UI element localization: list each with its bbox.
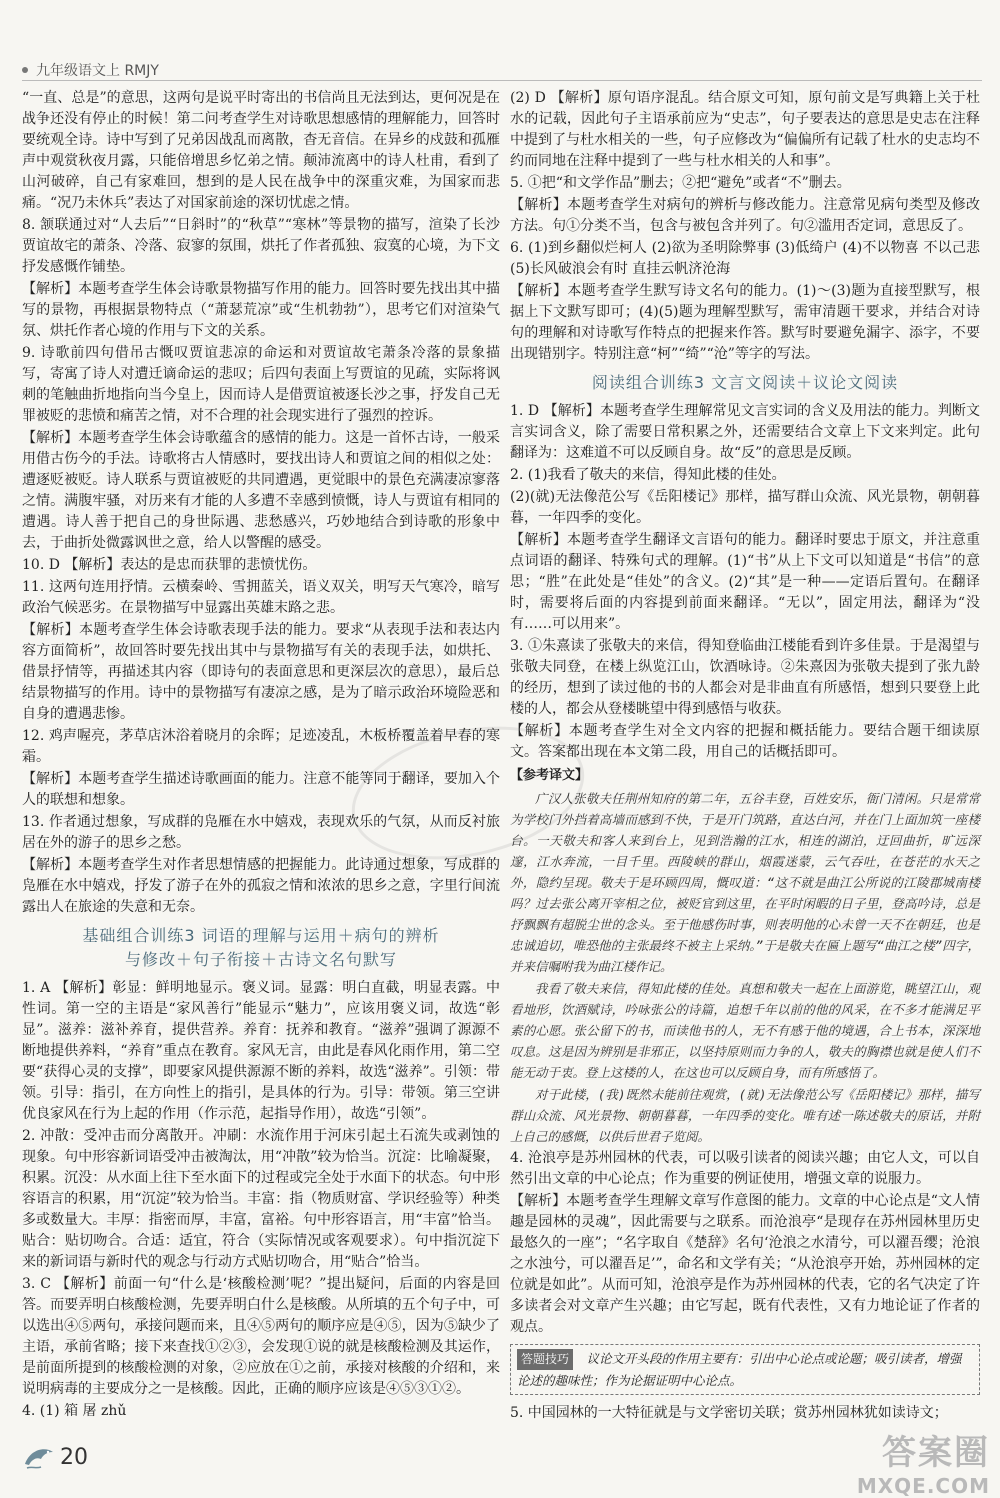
analysis-s4: 【解析】本题考查学生理解文章写作意图的能力。文章的中心论点是“文人情趣是园林的灵魂”，因此需要与之联系。而沧浪亭“是现存在苏州园林里历史最悠久的一座”；“名字取自《楚辞》名句‘沧浪之水清兮，可以濯吾缨；沧浪之水浊兮，可以濯吾足’”，命名和文学有关；“从沧浪亭开始，苏州园林的定位就是如此”。从而可知，沧浪亭是作为苏州园林的代表，它的名气决定了许多读者会对文章产生兴趣；由它写起，既有代表性，又有力地论证了作者的观点。 (510, 1193, 980, 1335)
page-number: 20 (60, 1444, 88, 1470)
tip-label: 答题技巧 (517, 1349, 573, 1370)
translation-paragraph-3: 对于此楼，(我)既然未能前往观赏，(就)无法像范公写《岳阳楼记》那样，描写群山众流、风光景物、朝朝暮暮，一年四季的变化。唯有述一陈述敬夫的原话，并附上自己的感慨，以供后世君子览阅。 (510, 1087, 980, 1144)
answer-9: 9. 诗歌前四句借吊古慨叹贾谊悲凉的命运和对贾谊故宅萧条冷落的景象描写，寄寓了诗人对遭迁谪命运的悲叹；后四句表面上写贾谊的见疏，实际将讽刺的笔触曲折地指向当今皇上，因而诗人是借贾谊被逐长沙之事，抒发自己无罪被贬的悲愤和痛苦之情，对不合理的社会现实进行了强烈的控诉。 (22, 345, 500, 424)
answer-q2: 2. 冲散：受冲击而分离散开。冲刷：水流作用于河床引起土石流失或剥蚀的现象。句中形容新词语受冲击被淘汰，用“冲散”较为恰当。沉淀：比喻凝聚，积累。沉没：从水面上往下至水面下的过程或完全处于水面下的状态。句中形容语言的积累，用“沉淀”较为恰当。丰富：指（物质财富、学识经验等）种类多或数量大。丰厚：指密而厚，丰富，富裕。句中形容语言，用“丰富”恰当。贴合：贴切吻合。合适：适宜，符合（实际情况或客观要求）。句中指沉淀下来的新词语与新时代的观念与行动方式贴切吻合，用“贴合”恰当。 (22, 1128, 500, 1270)
analysis-s2: 【解析】本题考查学生翻译文言语句的能力。翻译时要忠于原文，并注意重点词语的翻译、特殊句式的理解。(1)“书”从上下文可以知道是“书信”的意思；“胜”在此处是“佳处”的含义。(2)“其”是一种——定语后置句。在翻译时，需要将后面的内容提到前面来翻译。“无以”，固定用法，翻译为“没有……可以用来”。 (510, 532, 980, 632)
answer-q3: 3. C 【解析】前面一句“什么是‘核酸检测’呢？”提出疑问，后面的内容是回答。而要弄明白核酸检测，先要弄明白什么是核酸。从所填的五个句子中，可以选出④⑤两句，承接问题而来，且④⑤两句的顺序应是④⑤，因为⑤缺少了主语，承前省略；接下来查找①②③，会发现①说的就是核酸检测及其运作，是前面所提到的核酸检测的对象，②应放在①之前，承接对核酸的介绍和，来说明病毒的主要成分之一是核酸。因此，正确的顺序应该是④⑤③①②。 (22, 1276, 500, 1397)
answer-12: 12. 鸡声喔亮，茅草店沐浴着晓月的余晖；足迹凌乱，木板桥覆盖着早春的寒霜。 (22, 728, 500, 765)
translation-paragraph-1: 广汉人张敬夫任荆州知府的第二年，五谷丰登，百姓安乐，衙门清闲。只是常常为学校门外挡着高墙而感到不快，于是开门筑路，直达白河，并在门上面加筑一座楼台。一天敬夫和客人来到台上，见到浩瀚的江水，相连的湖泊，迂回曲折，旷远深邃，江水奔流，一目千里。西陵峡的群山，烟霞迷蒙，云气吞吐，在苍茫的水天之外，隐约呈现。敬夫于是环顾四周，慨叹道：“这不就是曲江公所说的江陵郡城南楼吗？过去张公离开宰相之位，被贬官到这里，在平时闲暇的日子里，登高吟诗，总是抒飘飘有超脱尘世的念头。至于他感伤时事，则表明他的心未曾一天不在朝廷，也是忠诚追切，唯恐他的主张最终不被主上采纳。”于是敬夫在匾上题写“曲江之楼”四字，并来信嘱咐我为曲江楼作记。 (510, 791, 980, 974)
header-divider (22, 80, 982, 81)
section-heading (22, 924, 500, 972)
tip-text: 议论文开头段的作用主要有：引出中心论点或论题；吸引读者，增强论述的趣味性；作为论据证明中心论点。 (517, 1351, 962, 1388)
reading-section-heading: 阅读组合训练3 文言文阅读＋议论文阅读 (591, 373, 899, 392)
answer-s4: 4. 沧浪亭是苏州园林的代表，可以吸引读者的阅读兴趣；由它人文，可以自然引出文章的中心论点；作为重要的例证使用，增强文章的说服力。 (510, 1150, 980, 1187)
site-watermark (857, 1425, 990, 1498)
answer-8: 8. 颔联通过对“人去后”“日斜时”的“秋草”“寒林”等景物的描写，渲染了长沙贾谊故宅的萧条、冷落、寂寥的氛围，烘托了作者孤独、寂寞的心境，为下文抒发感慨作铺垫。 (22, 217, 500, 275)
section-heading-line-1: 基础组合训练3 词语的理解与运用＋病句的辨析 (82, 926, 440, 945)
watermark-logo-text: 答案圈 (882, 1433, 990, 1473)
analysis-r6: 【解析】本题考查学生默写诗文名句的能力。(1)～(3)题为直接型默写，根据上下文默写即可；(4)(5)题为理解型默写，需审清题干要求，并结合对诗句的理解和对诗歌写作特点的把握来作答。默写时要避免漏字、添字，不要出现错别字。特别注意“柯”“绮”“沧”等字的写法。 (510, 283, 980, 362)
answer-r6: 6. (1)到乡翻似烂柯人 (2)欲为圣明除弊事 (3)低绮户 (4)不以物喜 不以己悲 (5)长风破浪会有时 直挂云帆济沧海 (510, 240, 980, 277)
dolphin-icon (22, 1440, 56, 1474)
tip-box (510, 1344, 980, 1395)
answer-10: 10. D 【解析】表达的是忠而获罪的悲愤忧伤。 (22, 557, 317, 573)
translation-paragraph-2: 我看了敬夫来信，得知此楼的佳处。真想和敬夫一起在上面游览，眺望江山，观看地形，饮酒赋诗，吟咏张公的诗篇，追想千年以前的他的风采，在不多才能满足平素的心愿。张公留下的书，而读他书的人，无不有感于他的境遇，合上书本，深深地叹息。这是因为辨别是非邪正，以坚持原则而力争的人，敬夫的胸襟也就是使人们不能无动于衷。登上这楼的人，在这也可以反顾自身，而有所感悟了。 (510, 981, 980, 1080)
answer-paragraph: “一直、总是”的意思，这两句是说平时寄出的书信尚且无法到达，更何况是在战争还没有停止的时候！第二问考查学生对诗歌思想感情的理解能力，回答时要统观全诗。诗中写到了兄弟因战乱而离散，杳无音信。在异乡的戍鼓和孤雁声中观赏秋夜月露，只能倍增思乡忆弟之情。颠沛流离中的诗人杜甫，看到了山河破碎，自己有家难回，想到的是人民在战争中的深重灾难，为国家而悲痛。“况乃未休兵”表达了对国家前途的深切忧虑之情。 (22, 90, 500, 211)
answer-s1: 1. D 【解析】本题考查学生理解常见文言实词的含义及用法的能力。判断文言实词含义，除了需要日常积累之外，还需要结合文章上下文来判定。此句翻译为：这难道不可以反顾自身。故“反”的意思是反顾。 (510, 403, 980, 461)
answer-r5: 5. ①把“和文学作品”删去；②把“避免”或者“不”删去。 (510, 175, 851, 191)
watermark-url: MXQE.COM (856, 1474, 990, 1498)
answer-s3: 3. ①朱熹读了张敬夫的来信，得知登临曲江楼能看到许多佳景。于是渴望与张敬夫同登，在楼上纵览江山，饮酒咏诗。②朱熹因为张敬夫提到了张九龄的经历，想到了读过他的书的人都会对是非曲直有所感悟，想到只要登上此楼的人，都会从登楼眺望中得到感悟与收获。 (510, 638, 980, 717)
answer-r2: (2) D 【解析】原句语序混乱。结合原文可知，原句前文是写典籍上关于杜水的记载，因此句子主语承前应为“史志”，句子要表达的意思是史志在注释中提到了与杜水相关的一些，句子应修改为“偏偏所有记载了杜水的史志均不约而同地在注释中提到了一些与杜水相关的人和事”。 (510, 90, 980, 169)
answer-11: 11. 这两句连用抒情。云横秦岭、雪拥蓝关，语义双关，明写天气寒冷，暗写政治气候恶劣。在景物描写中显露出英雄末路之悲。 (22, 579, 500, 616)
analysis-s3: 【解析】本题考查学生对全文内容的把握和概括能力。要结合题干细读原文。答案都出现在本文第二段，用自己的话概括即可。 (510, 723, 980, 760)
page-number-area (22, 1440, 88, 1474)
bullet-icon (22, 67, 28, 73)
analysis-r5: 【解析】本题考查学生对病句的辨析与修改能力。注意常见病句类型及修改方法。句①分类不当，包含与被包含并列了。句②滥用否定词，意思反了。 (510, 197, 980, 234)
answer-13: 13. 作者通过想象，写成群的凫雁在水中嬉戏，表现欢乐的气氛，从而反衬旅居在外的游子的思乡之愁。 (22, 814, 500, 851)
running-header (22, 60, 159, 80)
answer-q1: 1. A 【解析】彰显：鲜明地显示。褒义词。显露：明白直截，明显表露。中性词。第一空的主语是“家风善行”能显示“魅力”，应该用褒义词，故选“彰显”。滋养：滋补养育，提供营养。养育：抚养和教育。“滋养”强调了源源不断地提供养料，“养育”重点在教育。家风无言，由此是春风化雨作用，第二空要“获得心灵的支撑”，即要家风提供源源不断的养料，故选“滋养”。引领：带领。引导：指引，在方向性上的指引，是具体的行为。引导：带领。第三空讲优良家风在行为上起的作用（作示范，起指导作用），故选“引领”。 (22, 980, 500, 1122)
header-title: 九年级语文上 RMJY (36, 63, 159, 79)
analysis-12: 【解析】本题考查学生描述诗歌画面的能力。注意不能等同于翻译，要加入个人的联想和想象。 (22, 771, 500, 808)
answer-q4: 4. (1) 箱 屠 zhǔ (22, 1403, 127, 1419)
analysis-13: 【解析】本题考查学生对作者思想情感的把握能力。此诗通过想象，写成群的凫雁在水中嬉戏，抒发了游子在外的孤寂之情和浓浓的思乡之意，字里行间流露出人在旅途的失意和无奈。 (22, 857, 500, 915)
answer-s2: 2. (1)我看了敬夫的来信，得知此楼的佳处。 (510, 467, 786, 483)
reference-translation-title: 【参考译文】 (510, 768, 589, 783)
analysis-9: 【解析】本题考查学生体会诗歌蕴含的感情的能力。这是一首怀古诗，一般采用借古伤今的手法。诗歌将古人情感时，要找出诗人和贾谊之间的相似之处：遭逐贬被贬。诗人联系与贾谊被贬的共同遭遇，更觉眼中的景色充满凄凉寥落之情。满腹牢骚，对历来有才能的人多遭不幸感到愤慨，诗人与贾谊有相同的遭遇。诗人善于把自己的身世际遇、悲愁感兴，巧妙地结合到诗歌的形象中去，于曲折处微露讽世之意，给人以警醒的感受。 (22, 430, 500, 551)
analysis-11: 【解析】本题考查学生体会诗歌表现手法的能力。要求“从表现手法和表达内容方面简析”，故回答时要先找出其中与景物描写有关的表现手法，如烘托、借景抒情等，再描述其内容（即诗句的表面意思和更深层次的意思），最后总结景物描写的作用。诗中的景物描写有凄凉之感，是为了暗示政治环境险恶和自身的遭遇悲惨。 (22, 622, 500, 722)
answer-s5: 5. 中国园林的一大特征就是与文学密切关联；赏苏州园林犹如读诗文； (510, 1405, 948, 1421)
answer-s2b: (2)(就)无法像范公写《岳阳楼记》那样，描写群山众流、风光景物，朝朝暮暮，一年四季的变化。 (510, 489, 980, 526)
analysis-8: 【解析】本题考查学生体会诗歌景物描写作用的能力。回答时要先找出其中描写的景物，再根据景物特点（“萧瑟荒凉”或“生机勃勃”），思考它们对渲染气氛、烘托作者心境的作用与下文的关系。 (22, 281, 500, 339)
left-column (22, 88, 500, 1423)
section-heading-line-2: 与修改＋句子衔接＋古诗文名句默写 (124, 950, 397, 969)
right-column (510, 88, 980, 1425)
